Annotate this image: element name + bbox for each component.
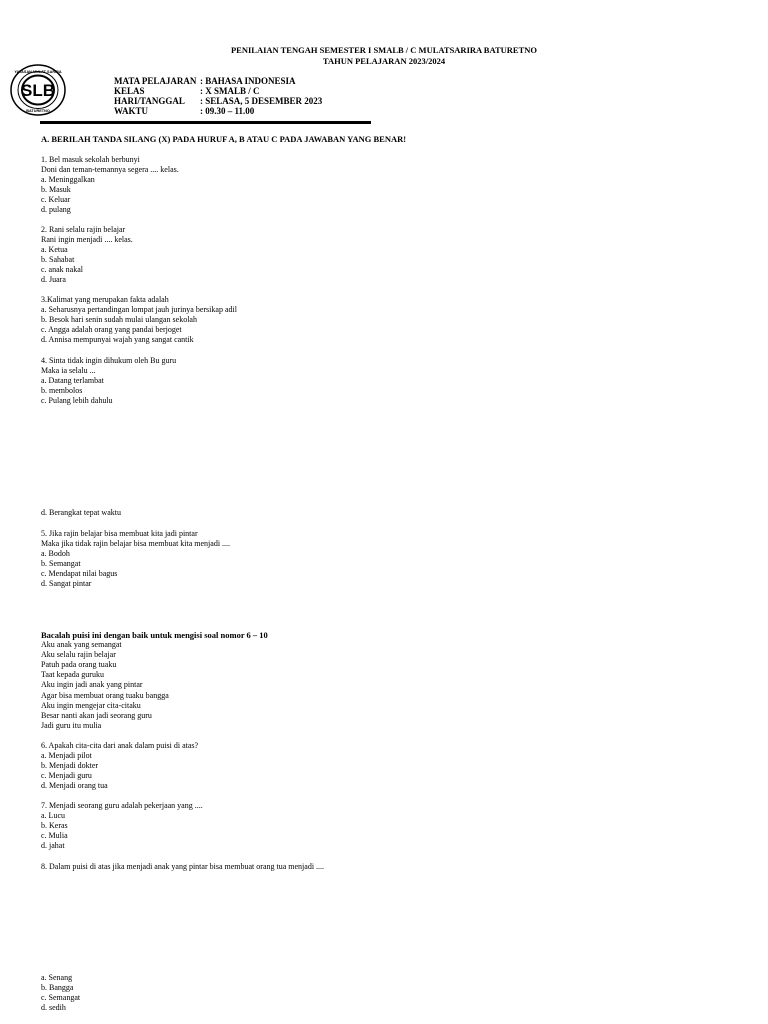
info-row-time	[114, 106, 322, 116]
poem-line: Taat kepada guruku	[41, 670, 104, 680]
logo-ring-top: YAYASAN MULAT SARIRA	[14, 70, 62, 74]
answer-option[interactable]: a. Meninggalkan	[41, 175, 95, 185]
info-block	[114, 76, 322, 116]
question-2	[41, 225, 133, 286]
question-text: Rani ingin menjadi .... kelas.	[41, 235, 133, 245]
answer-option[interactable]: d. sedih	[41, 1003, 66, 1013]
question-text: Doni dan teman-temannya segera .... kelas.	[41, 165, 179, 175]
info-value: : 09.30 – 11.00	[200, 106, 255, 116]
info-value: : BAHASA INDONESIA	[200, 76, 296, 86]
answer-option[interactable]: d. jahat	[41, 841, 65, 851]
answer-option[interactable]: b. Bangga	[41, 983, 74, 993]
answer-option[interactable]: b. Sahabat	[41, 255, 75, 265]
poem-line: Agar bisa membuat orang tuaku bangga	[41, 690, 169, 700]
answer-option[interactable]: c. Mulia	[41, 831, 68, 841]
answer-option[interactable]: a. Datang terlambat	[41, 376, 104, 386]
question-4-option-d	[41, 508, 121, 518]
answer-option[interactable]: c. Mendapat nilai bagus	[41, 569, 118, 579]
answer-option[interactable]: c. anak nakal	[41, 265, 83, 275]
question-text: 8. Dalam puisi di atas jika menjadi anak yang pintar bisa membuat orang tua menjadi ....	[41, 862, 325, 871]
answer-option[interactable]: b. Menjadi dokter	[41, 761, 99, 771]
logo-ring-bottom: BATURETNO	[26, 109, 50, 113]
question-8	[41, 862, 324, 872]
exam-title: PENILAIAN TENGAH SEMESTER I SMALB / C MULATSARIRA BATURETNO	[230, 45, 538, 55]
question-3	[41, 295, 237, 345]
answer-option[interactable]: b. membolos	[41, 386, 83, 396]
question-text: 5. Jika rajin belajar bisa membuat kita jadi pintar	[41, 529, 198, 538]
poem-section	[41, 630, 268, 731]
answer-option[interactable]: c. Menjadi guru	[41, 771, 92, 781]
info-row-date	[114, 96, 322, 106]
answer-option[interactable]: a. Ketua	[41, 245, 68, 255]
question-8-options	[41, 973, 80, 1013]
question-6	[41, 741, 198, 791]
answer-option[interactable]: b. Semangat	[41, 559, 81, 569]
answer-option[interactable]: a. Seharusnya pertandingan lompat jauh jurinya bersikap adil	[41, 305, 237, 315]
question-text: 3.Kalimat yang merupakan fakta adalah	[41, 295, 169, 304]
answer-option[interactable]: c. Angga adalah orang yang pandai berjoget	[41, 325, 182, 335]
question-text: Maka jika tidak rajin belajar bisa membuat kita menjadi ....	[41, 539, 231, 549]
answer-option[interactable]: c. Pulang lebih dahulu	[41, 396, 113, 406]
answer-option[interactable]: a. Lucu	[41, 811, 65, 821]
info-row-class	[114, 86, 322, 96]
info-label: KELAS	[114, 86, 145, 96]
question-text: 4. Sinta tidak ingin dihukum oleh Bu guru	[41, 356, 177, 365]
school-year: TAHUN PELAJARAN 2023/2024	[322, 56, 446, 66]
info-label: MATA PELAJARAN	[114, 76, 197, 86]
question-7	[41, 801, 203, 851]
answer-option[interactable]: d. Berangkat tepat waktu	[41, 508, 121, 517]
header-divider	[40, 121, 371, 124]
question-text: 7. Menjadi seorang guru adalah pekerjaan yang ....	[41, 801, 203, 810]
poem-line: Aku anak yang semangat	[41, 640, 122, 650]
answer-option[interactable]: c. Semangat	[41, 993, 81, 1003]
question-text: Maka ia selalu ...	[41, 366, 96, 376]
logo-initials: SLB	[21, 81, 55, 100]
poem-line: Aku selalu rajin belajar	[41, 650, 116, 660]
poem-line: Aku ingin jadi anak yang pintar	[41, 680, 143, 690]
question-text: 2. Rani selalu rajin belajar	[41, 225, 126, 234]
question-5	[41, 529, 230, 590]
question-text: 6. Apakah cita-cita dari anak dalam puisi di atas?	[41, 741, 199, 750]
answer-option[interactable]: c. Keluar	[41, 195, 71, 205]
info-row-subject	[114, 76, 322, 86]
poem-line: Jadi guru itu mulia	[41, 720, 102, 730]
school-logo	[10, 64, 66, 116]
answer-option[interactable]: b. Masuk	[41, 185, 71, 195]
question-1	[41, 155, 179, 216]
poem-line: Besar nanti akan jadi seorang guru	[41, 710, 152, 720]
answer-option[interactable]: a. Bodoh	[41, 549, 70, 559]
instruction: A. BERILAH TANDA SILANG (X) PADA HURUF A, B ATAU C PADA JAWABAN YANG BENAR!	[41, 134, 407, 144]
answer-option[interactable]: d. pulang	[41, 205, 71, 215]
poem-line: Aku ingin mengejar cita-citaku	[41, 700, 141, 710]
answer-option[interactable]: d. Sangat pintar	[41, 579, 92, 589]
answer-option[interactable]: d. Juara	[41, 275, 66, 285]
answer-option[interactable]: d. Menjadi orang tua	[41, 781, 108, 791]
answer-option[interactable]: a. Menjadi pilot	[41, 751, 92, 761]
answer-option[interactable]: a. Senang	[41, 973, 73, 982]
info-label: HARI/TANGGAL	[114, 96, 185, 106]
poem-line: Patuh pada orang tuaku	[41, 660, 117, 670]
answer-option[interactable]: b. Besok hari senin sudah mulai ulangan sekolah	[41, 315, 197, 325]
question-4	[41, 356, 176, 406]
question-text: 1. Bel masuk sekolah berbunyi	[41, 155, 140, 164]
info-value: : X SMALB / C	[200, 86, 260, 96]
answer-option[interactable]: b. Keras	[41, 821, 68, 831]
info-label: WAKTU	[114, 106, 149, 116]
poem-heading: Bacalah puisi ini dengan baik untuk mengisi soal nomor 6 – 10	[41, 630, 268, 640]
info-value: : SELASA, 5 DESEMBER 2023	[200, 96, 323, 106]
answer-option[interactable]: d. Annisa mempunyai wajah yang sangat cantik	[41, 335, 194, 345]
